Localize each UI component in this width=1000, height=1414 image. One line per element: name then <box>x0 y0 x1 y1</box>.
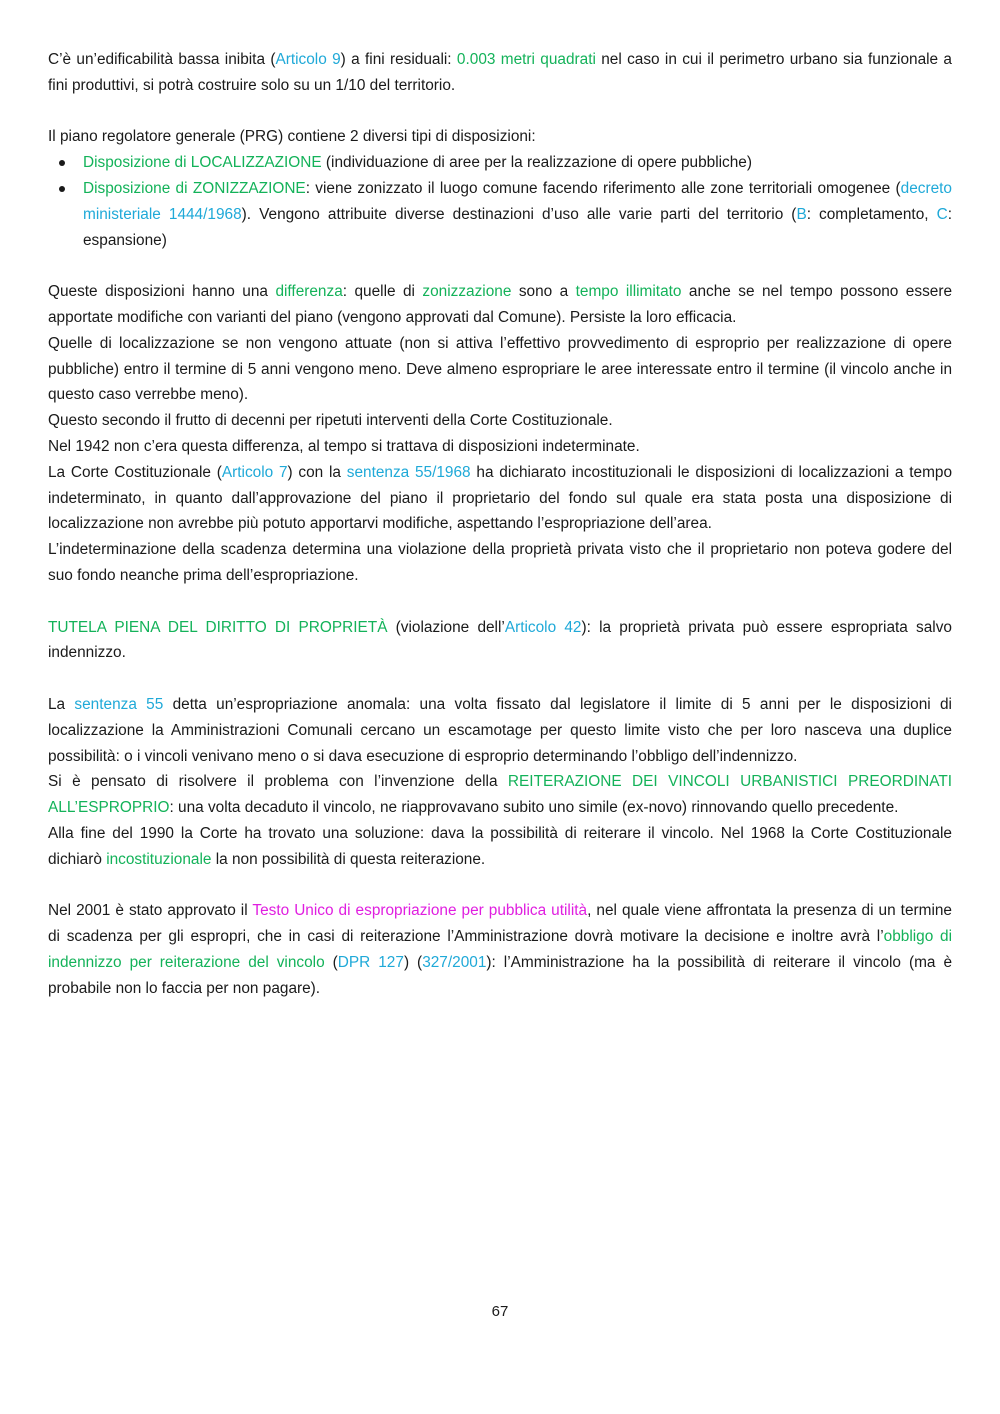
ref-articolo-9: Articolo 9 <box>275 51 341 68</box>
ref-articolo-42: Articolo 42 <box>504 618 582 636</box>
ref-zone-b: B <box>796 205 807 223</box>
document-body <box>48 47 952 1001</box>
ref-zone-c: C <box>936 205 948 223</box>
ref-articolo-7: Articolo 7 <box>221 463 288 481</box>
paragraph-edificabilita: C’è un’edificabilità bassa inibita (Articolo 9) a fini residuali: 0.003 metri quadrati nel caso in cui il perimetro urbano sia funzionale a fini produttivi, si potrà costruire solo su un 1/10 del territorio. <box>48 51 952 94</box>
disposizioni-list <box>48 150 952 253</box>
paragraph-sentenza-55: La sentenza 55 detta un’espropriazione anomala: una volta fissato dal legislatore il limite di 5 anni per le disposizioni di localizzazione la Amministrazioni Comunali cercano un escamotage per questo limite visto che per loro nasceva una duplice possibilità: o i vincoli venivano meno o si dava esecuzione di esproprio determinando l’obbligo dell’indennizzo. <box>48 695 952 765</box>
paragraph-indeterminazione: L’indeterminazione della scadenza determina una violazione della proprietà privata visto che il proprietario non poteva godere del suo fondo neanche prima dell’espropriazione. <box>48 541 952 584</box>
paragraph-reiterazione: Si è pensato di risolvere il problema con l’invenzione della REITERAZIONE DEI VINCOLI URBANISTICI PREORDINATI ALL’ESPROPRIO: una volta decaduto il vincolo, ne riapprovavano subito uno simile (ex-novo) rinnovando quello precedente. <box>48 773 953 817</box>
list-item-zonizzazione: Disposizione di ZONIZZAZIONE: viene zonizzato il luogo comune facendo riferimento alle zone territoriali omogenee (decreto ministeriale 1444/1968). Vengono attribuite diverse destinazioni d’uso alle varie parti del territorio (B: completamento, C: espansione) <box>83 176 952 253</box>
paragraph-prg-intro: Il piano regolatore generale (PRG) contiene 2 diversi tipi di disposizioni: <box>48 128 536 146</box>
ref-decreto-ministeriale: decreto ministeriale 1444/1968 <box>83 179 952 223</box>
ref-dpr-127: DPR 127 <box>337 953 404 971</box>
paragraph-1990: Alla fine del 1990 la Corte ha trovato una soluzione: dava la possibilità di reiterare il vincolo. Nel 1968 la Corte Costituzionale dichiarò incostituzionale la non possibilità di questa reiterazione. <box>48 824 952 868</box>
paragraph-sentenza-1968: La Corte Costituzionale (Articolo 7) con la sentenza 55/1968 ha dichiarato incostituzionali le disposizioni di localizzazioni a tempo indeterminato, in quanto dall’approvazione del piano il proprietario del fondo sul quale era stata posta una disposizione di localizzazione non avrebbe più potuto apportarvi modifiche, aspettando l’espropriazione dell’area. <box>48 463 953 533</box>
paragraph-corte: Questo secondo il frutto di decenni per ripetuti interventi della Corte Costituzionale. <box>48 412 613 430</box>
paragraph-1942: Nel 1942 non c’era questa differenza, al tempo si trattava di disposizioni indeterminate. <box>48 437 640 455</box>
ref-327-2001: 327/2001 <box>422 953 487 971</box>
paragraph-tutela: TUTELA PIENA DEL DIRITTO DI PROPRIETÀ (violazione dell’Articolo 42): la proprietà privata può essere espropriata salvo indennizzo. <box>48 618 952 662</box>
paragraph-differenza: Queste disposizioni hanno una differenza: quelle di zonizzazione sono a tempo illimitato anche se nel tempo possono essere apportate modifiche con varianti del piano (vengono approvati dal Comune). Persiste la loro efficacia. <box>48 283 953 326</box>
highlight-testo-unico: Testo Unico di espropriazione per pubblica utilità <box>252 902 588 920</box>
highlight-metri-quadrati: 0.003 metri quadrati <box>456 51 596 68</box>
ref-sentenza-55: sentenza 55 <box>74 695 164 713</box>
list-item-localizzazione: Disposizione di LOCALIZZAZIONE (individuazione di aree per la realizzazione di opere pubbliche) <box>83 150 952 176</box>
ref-sentenza-55-1968: sentenza 55/1968 <box>346 463 471 481</box>
paragraph-localizzazione: Quelle di localizzazione se non vengono attuate (non si attiva l’effettivo provvedimento di esproprio per realizzazione di opere pubbliche) entro il termine di 5 anni vengono meno. Deve almeno espropriare le aree interessate entro il termine (il vincolo anche in questo caso verrebbe meno). <box>48 334 952 404</box>
paragraph-testo-unico: Nel 2001 è stato approvato il Testo Unico di espropriazione per pubblica utilità, nel quale viene affrontata la presenza di un termine di scadenza per gli espropri, che in casi di reiterazione l’Amministrazione dovrà motivare la decisione e inoltre avrà l’obbligo di indennizzo per reiterazione del vincolo (DPR 127) (327/2001): l’Amministrazione ha la possibilità di reiterare il vincolo (ma è probabile non lo faccia per non pagare). <box>48 902 953 997</box>
page-number: 67 <box>491 1303 509 1320</box>
